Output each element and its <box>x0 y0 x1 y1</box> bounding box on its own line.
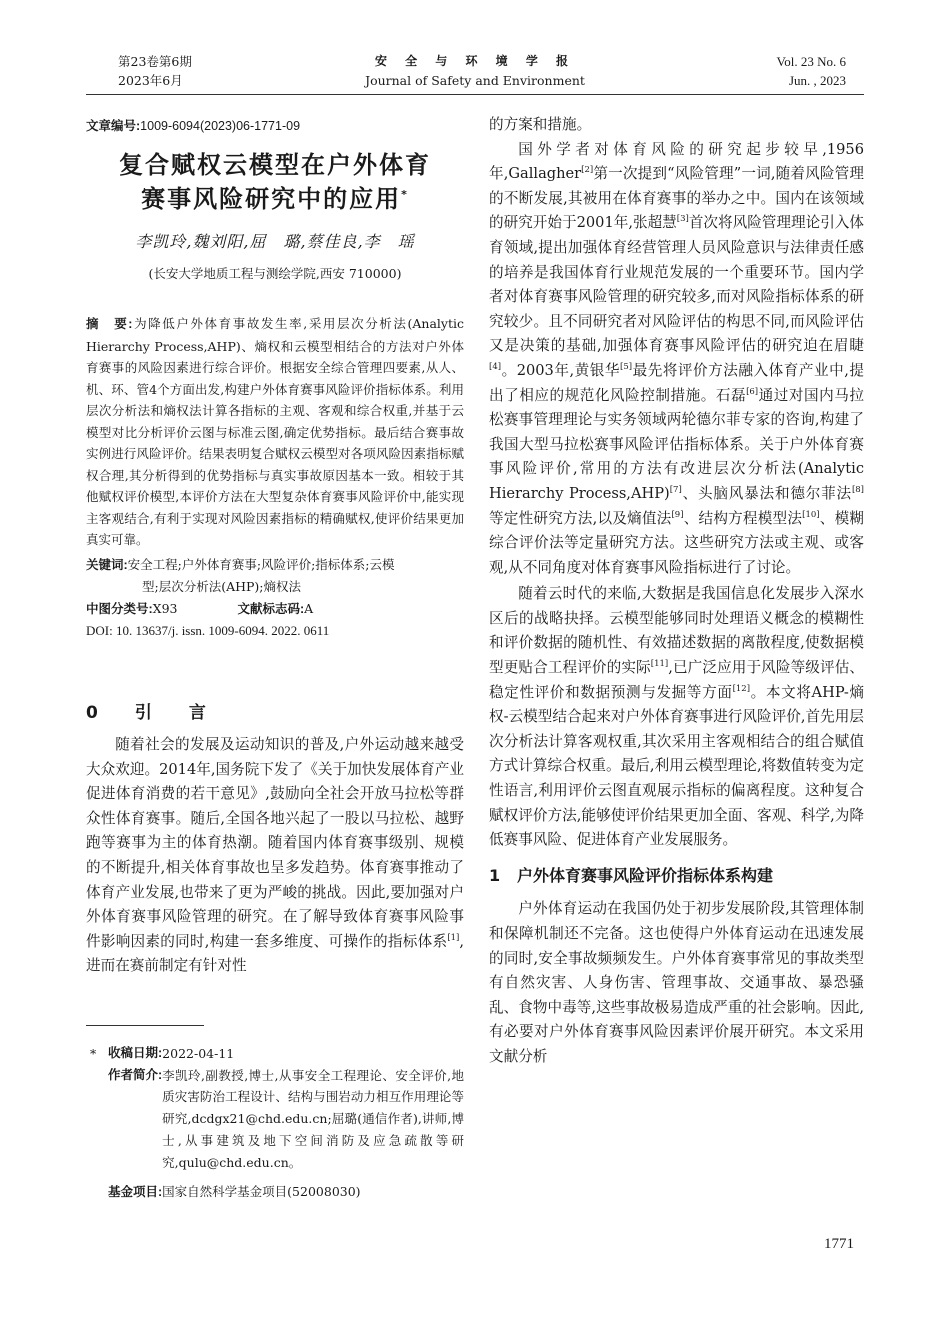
paper-title-line1: 复合赋权云模型在户外体育 <box>119 151 431 179</box>
citation-10: [10] <box>802 509 820 520</box>
citation-8: [8] <box>851 485 864 496</box>
author-bio: 李凯玲,副教授,博士,从事安全工程理论、安全评价,地质灾害防治工程设计、结构与围岩动力相互作用理论等研究,dcdgx21@chd.edu.cn;屈璐(通信作者),讲师,博士,从事建筑及地下空间消防及应急疏散等研究,qulu@chd.edu.cn。 <box>162 1067 464 1170</box>
journal-issue-cn <box>118 52 192 90</box>
abstract-block <box>86 313 464 642</box>
journal-name <box>360 52 590 90</box>
citation-4: [4] <box>489 362 502 373</box>
citation-7: [7] <box>669 485 682 496</box>
intro-p1-text-a: 随着社会的发展及运动知识的普及,户外运动越来越受大众欢迎。2014年,国务院下发了《关于加快发展体育产业促进体育消费的若干意见》,鼓励向全社会开放马拉松等群众性体育赛事。随后,全国各地兴起了一股以马拉松、越野跑等赛事为主的体育热潮。随着国内体育赛事级别、规模的不断提升,相关体育事故也呈多发趋势。体育赛事推动了体育产业发展,也带来了更为严峻的挑战。因此,要加强对户外体育赛事风险管理的研究。在了解导致体育赛事风险事件影响因素的同时,构建一套多维度、可操作的指标体系 <box>86 736 464 950</box>
footnote-mark: * <box>90 1046 97 1061</box>
section-1-number: 1 <box>489 865 501 885</box>
clc-label: 中图分类号: <box>86 601 153 616</box>
keywords-line2: 型;层次分析法(AHP);熵权法 <box>142 579 302 594</box>
journal-name-cn: 安 全 与 环 境 学 报 <box>374 54 576 68</box>
footnote-rule <box>86 1025 204 1026</box>
page-number: 1771 <box>824 1236 854 1252</box>
paper-title-line2: 赛事风险研究中的应用 <box>141 185 402 213</box>
citation-11: [11] <box>650 659 669 670</box>
received-date-label: 收稿日期: <box>108 1046 163 1060</box>
keywords-line1: 安全工程;户外体育赛事;风险评价;指标体系;云模 <box>127 556 395 572</box>
abstract-text: 为降低户外体育事故发生率,采用层次分析法(Analytic Hierarchy Process,AHP)、熵权和云模型相结合的方法对户外体育赛事的风险因素进行综合评价。根据安全综合管理四要素,从人、机、环、管4个方面出发,构建户外体育赛事风险评价指标体系。利用层次分析法和熵权法计算各指标的主观、客观和综合权重,并基于云模型对比分析评价云图与标准云图,确定优势指标。最后结合赛事故实例进行风险评价。结果表明复合赋权云模型对各项风险因素指标赋权合理,其分析得到的优势指标与真实事故原因基本一致。相较于其他赋权评价模型,本评价方法在大型复杂体育赛事风险评价中,能实现主客观结合,有利于实现对风险因素指标的精确赋权,使评价结果更加真实可靠。 <box>86 316 464 547</box>
journal-name-en: Journal of Safety and Environment <box>365 73 585 88</box>
keywords <box>86 554 464 598</box>
footnote <box>86 1043 464 1204</box>
doc-code-label: 文献标志码: <box>237 601 305 616</box>
article-number-label: 文章编号: <box>86 119 141 133</box>
author-bio-label: 作者简介: <box>108 1067 163 1082</box>
issue-date-en: Jun. , 2023 <box>788 73 846 88</box>
journal-issue-en <box>777 52 846 90</box>
introduction-paragraph-1 <box>86 733 464 979</box>
intro-p1-text-b: ,进而在赛前制定有针对性 <box>86 932 464 975</box>
citation-9: [9] <box>671 509 684 520</box>
doc-code-value: A <box>304 600 314 616</box>
abstract <box>86 313 464 551</box>
clc-value: X93 <box>152 600 178 616</box>
classification <box>86 598 464 621</box>
citation-2: [2] <box>581 165 594 176</box>
doi: DOI: 10. 13637/j. issn. 1009-6094. 2022. 0611 <box>86 623 330 638</box>
header-rule <box>86 94 864 95</box>
abstract-label: 摘 要: <box>86 317 133 331</box>
citation-3: [3] <box>676 214 689 225</box>
right-column <box>489 113 864 1070</box>
introduction-paragraph-3: 随着云时代的来临,大数据是我国信息化发展步入深水区后的战略抉择。云模型能够同时处理语义概念的模糊性和评价数据的随机性、有效描述数据的离散程度,使数据模型更贴合工程评价的实际[11],已广泛应用于风险等级评估、稳定性评价和数据预测与发掘等方面[12]。本文将AHP-熵权-云模型结合起来对户外体育赛事进行风险评价,首先用层次分析法计算客观权重,其次采用主客观相结合的组合赋值方式计算综合权重。最后,利用云模型理论,将数值转变为定性语言,利用评价云图直观展示指标的偏离程度。这种复合赋权评价方法,能够使评价结果更加全面、客观、科学,为降低赛事风险、促进体育产业发展服务。 <box>489 585 864 849</box>
fund-label: 基金项目: <box>108 1185 163 1200</box>
citation-6: [6] <box>746 386 759 397</box>
citation-1: [1] <box>447 932 460 943</box>
title-footnote-mark: * <box>401 188 409 201</box>
article-number-value: 1009-6094(2023)06-1771-09 <box>140 119 301 133</box>
issue-volume-cn: 第23卷第6期 <box>118 54 192 69</box>
introduction-paragraph-2: 国外学者对体育风险的研究起步较早,1956年,Gallagher[2]第一次提到“风险管理”一词,随着风险管理的不断发展,其被用在体育赛事的举办之中。国内在该领域的研究开始于2001年,张超慧[3]首次将风险管理理论引入体育领域,提出加强体育经营管理人员风险意识与法律责任感的培养是我国体育行业规范发展的一个重要环节。国内学者对体育赛事风险管理的研究较多,而对风险指标体系的研究较少。且不同研究者对风险评估的构思不同,而风险评估又是决策的基础,加强体育赛事风险评估的研究迫在眉睫[4]。2003年,黄银华[5]最先将评价方法融入体育产业中,提出了相应的规范化风险控制措施。石磊[6]通过对国内马拉松赛事管理理论与实务领域两轮德尔菲专家的咨询,构建了我国大型马拉松赛事风险评估指标体系。关于户外体育赛事风险评价,常用的方法有改进层次分析法(Analytic Hierarchy Process,AHP)[7]、头脑风暴法和德尔菲法[8]等定性研究方法,以及熵值法[9]、结构方程模型法[10]、模糊综合评价法等定量研究方法。这些研究方法或主观、或客观,从不同角度对体育赛事风险指标进行了讨论。 <box>489 140 864 576</box>
affiliation: (长安大学地质工程与测绘学院,西安 710000) <box>148 266 402 281</box>
citation-12: [12] <box>732 683 751 694</box>
author-list: 李凯玲,魏刘阳,屈 璐,蔡佳良,李 瑶 <box>135 232 415 251</box>
keywords-label: 关键词: <box>86 557 128 572</box>
section-1-title: 户外体育赛事风险评价指标体系构建 <box>517 865 774 885</box>
section-heading-1 <box>489 864 864 889</box>
issue-date-cn: 2023年6月 <box>118 73 183 88</box>
article-number <box>86 116 300 134</box>
section-1-paragraph-1: 户外体育运动在我国仍处于初步发展阶段,其管理体制和保障机制还不完备。这也使得户外体育运动在迅速发展的同时,安全事故频频发生。户外体育赛事常见的事故类型有自然灾害、人身伤害、管理事故、交通事故、暴恐骚乱、食物中毒等,这些事故极易造成严重的社会影响。因此,有必要对户外体育赛事风险因素评价展开研究。本文采用文献分析 <box>489 900 864 1065</box>
citation-5: [5] <box>620 362 633 373</box>
section-heading-introduction: 0 引 言 <box>86 703 216 723</box>
intro-p1-continued: 的方案和措施。 <box>489 116 592 133</box>
received-date: 2022-04-11 <box>162 1046 235 1061</box>
fund-value: 国家自然科学基金项目(52008030) <box>162 1184 361 1200</box>
paper-title <box>86 148 464 216</box>
issue-volume-en: Vol. 23 No. 6 <box>776 54 846 69</box>
